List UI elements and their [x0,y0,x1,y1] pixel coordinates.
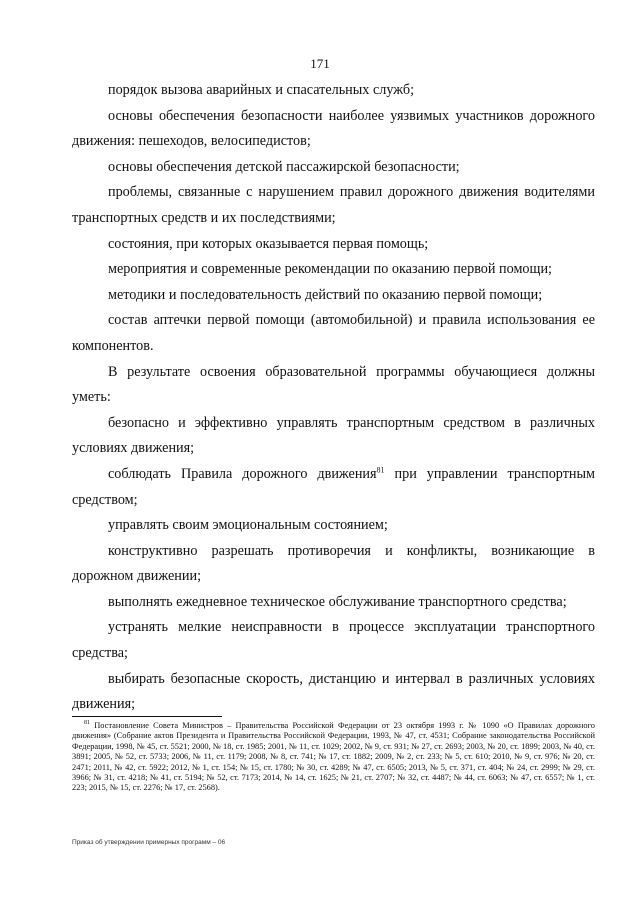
paragraph-text: при управлении транспортным средством; [72,465,595,508]
paragraph: управлять своим эмоциональным состоянием; [108,517,388,534]
paragraph: основы обеспечения безопасности наиболее уязвимых участников дорожного движения: пешеходов, велосипедистов; [72,107,595,150]
paragraph: основы обеспечения детской пассажирской безопасности; [108,158,460,175]
footnote-separator [72,716,222,717]
paragraph: порядок вызова аварийных и спасательных служб; [108,82,415,98]
footnote-reference[interactable]: 81 [376,465,385,475]
paragraph: состав аптечки первой помощи (автомобильной) и правила использования ее компонентов. [72,312,595,354]
paragraph: состояния, при которых оказывается первая помощь; [108,235,429,252]
paragraph: В результате освоения образовательной программы обучающиеся должны уметь: [72,363,595,406]
footnote-text: Постановление Совета Министров – Правительства Российской Федерации от 23 октября 1993 г. № 1090 «О Правилах дорожного движения» (Собрание актов Президента и Правительства Российской Федерации, 1993, № 47, ст. 4531; Собрание законодательства Российской Федерации, 1998, № 45, ст. 5521; 2000, № 18, ст. 1985; 2001, № 11, ст. 1029; 2002, № 9, ст. 931; № 27, ст. 2693; 2003, № 20, ст. 1899; 2003, № 40, ст. 3891; 2005, № 52, ст. 5733; 2006, № 11, ст. 1179; 2008, № 8, ст. 741; № 17, ст. 1882; 2009, № 2, ст. 233; № 5, ст. 610; 2010, № 9, ст. 976; № 20, ст. 2471; 2011, № 42, ст. 5922; 2012, № 1, ст. 154; № 15, ст. 1780; № 30, ст. 4289; № 47, ст. 6505; 2013, № 5, ст. 371, ст. 404; № 24, ст. 2999; № 29, ст. 3966; № 31, ст. 4218; № 41, ст. 5194; № 52, ст. 7173; 2014, № 14, ст. 1625; № 21, ст. 2707; № 32, ст. 4487; № 44, ст. 6063; № 47, ст. 6557; № 1, ст. 223; 2015, № 15, ст. 2276; № 17, ст. 2568). [72,721,595,793]
paragraph: выполнять ежедневное техническое обслуживание транспортного средства; [108,593,567,610]
footnote [72,721,595,794]
paragraph: устранять мелкие неисправности в процессе эксплуатации транспортного средства; [72,619,595,662]
paragraph-text: соблюдать Правила дорожного движения [108,465,377,482]
footnote-marker: 81 [84,720,90,727]
body-text [72,78,595,718]
paragraph-with-footnote [72,462,595,513]
paragraph: методики и последовательность действий по оказанию первой помощи; [108,286,543,303]
paragraph: мероприятия и современные рекомендации по оказанию первой помощи; [108,261,552,278]
page-number: 171 [310,56,330,71]
paragraph: выбирать безопасные скорость, дистанцию и интервал в различных условиях движения; [72,670,595,713]
paragraph: безопасно и эффективно управлять транспортным средством в различных условиях движения; [72,414,595,457]
paragraph: проблемы, связанные с нарушением правил дорожного движения водителями транспортных средств и их последствиями; [72,184,595,226]
page-footer: Приказ об утверждении примерных программ – 06 [72,839,226,846]
paragraph: конструктивно разрешать противоречия и конфликты, возникающие в дорожном движении; [72,542,595,585]
